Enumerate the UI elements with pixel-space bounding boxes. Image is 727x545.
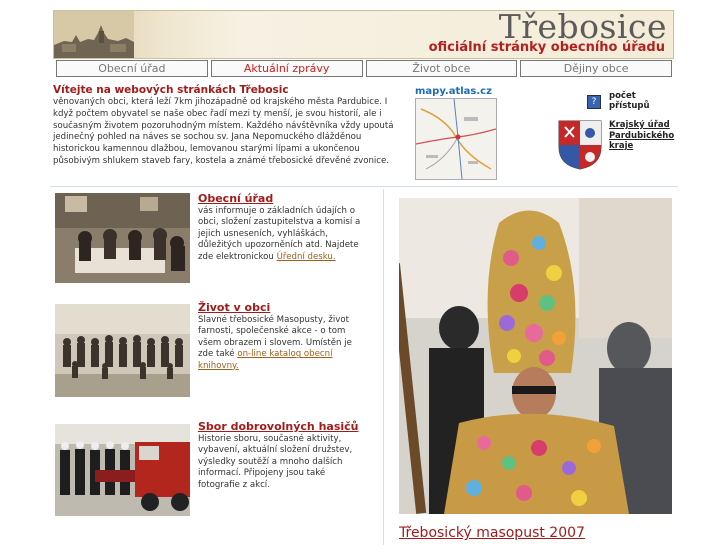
main-nav [56,60,672,77]
map-thumbnail[interactable] [415,98,497,180]
divider-vertical [383,189,384,545]
nav-dejiny-obce[interactable]: Dějiny obce [520,60,672,77]
section-title-zivot-v-obci[interactable]: Život v obci [198,301,271,314]
section-text: vás informuje o základních údajích o obci, složení zastupitelstva a komisí a jejich usneseních, vyhláškách, důležitých upozorněních atd. Najdete zde elektronickou [198,206,361,262]
zivot-v-obci-photo[interactable] [55,304,190,397]
welcome-text: věnovaných obci, která leží 7km jihozápadně od krajského města Pardubice. I když počtem obyvatel se naše obec řadí mezi ty menší, je svou historií, ale i současným životem pozoruhodným místem. Každého návštěvníka vždy upoutá jedinečný pohled na náves se sochou sv. Jana Nepomuckého dlážděnou historickou kamennou dlažbou, lemovanou starými lípami a ukončenou působivým shlukem staveb fary, kostela a známé třebosické dřevěné zvonice. [53,97,394,166]
visit-counter-label: počet přístupů [609,91,650,111]
masopust-photo[interactable] [399,198,672,514]
welcome-block [53,84,399,168]
nav-aktualni-zpravy[interactable]: Aktuální zprávy [211,60,363,77]
hasici-photo[interactable] [55,424,190,516]
site-subtitle: oficiální stránky obecního úřadu [428,40,665,55]
map-title[interactable]: mapy.atlas.cz [415,86,492,97]
section-title-hasici[interactable]: Sbor dobrovolných hasičů [198,420,359,433]
region-office-link[interactable]: Krajský úřad Pardubického kraje [609,120,675,151]
nav-obecni-urad[interactable]: Obecní úřad [56,60,208,77]
section-title-obecni-urad[interactable]: Obecní úřad [198,192,274,205]
section-text: Slavné třebosické Masopusty, život farnosti, společenské akce - o tom všem obrazem i slovem. Umístěn je zde také [198,315,352,360]
question-icon[interactable]: ? [587,95,601,109]
section-hasici [198,420,368,491]
divider [50,186,678,187]
village-silhouette [54,11,134,58]
section-obecni-urad [198,192,368,263]
feature-caption-link[interactable]: Třebosický masopust 2007 [399,525,585,541]
section-zivot-v-obci [198,301,368,372]
uredni-deska-link[interactable]: Úřední desku. [276,251,336,262]
obecni-urad-photo[interactable] [55,193,190,283]
nav-zivot-obce[interactable]: Život obce [366,60,518,77]
pardubice-region-crest-icon [557,119,603,171]
katalog-knihovny-link[interactable]: on-line katalog obecní knihovny. [198,349,333,371]
site-title: Třebosice [498,10,667,46]
welcome-heading: Vítejte na webových stránkách Třebosic [53,84,289,96]
map-icon [416,99,496,179]
section-text: Historie sboru, současné aktivity, vybavení, aktuální složení družstev, výsledky soutěží a mnoho dalších informací. Připojeny jsou také fotografie z akcí. [198,434,353,490]
map-widget[interactable] [415,86,495,178]
header-banner [53,10,674,59]
